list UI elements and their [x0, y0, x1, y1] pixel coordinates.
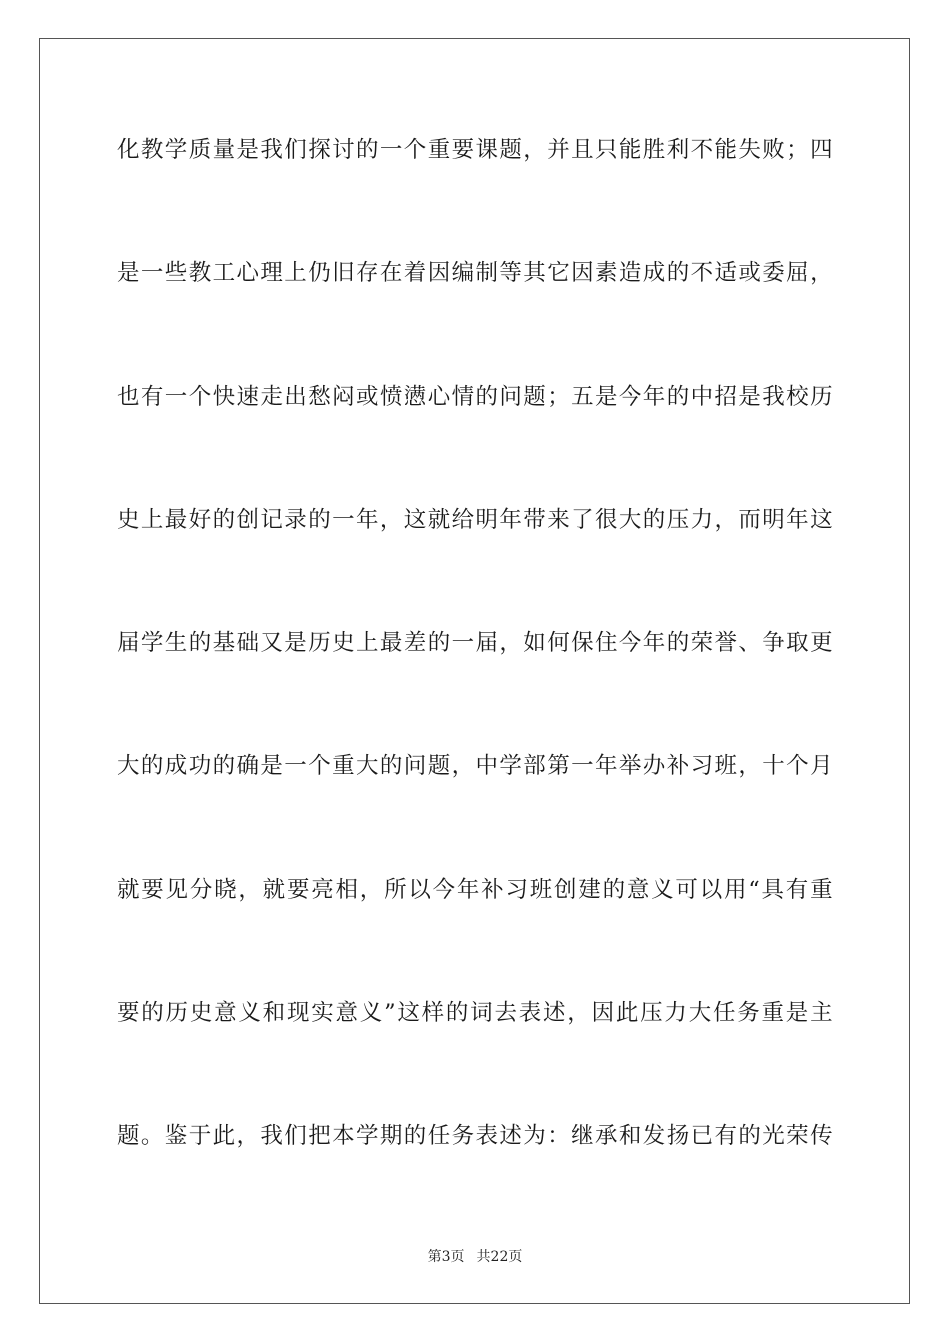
document-body: [117, 127, 833, 1237]
paragraph-line: 题。鉴于此，我们把本学期的任务表述为：继承和发扬已有的光荣传: [117, 1123, 833, 1150]
page-footer: [0, 1247, 950, 1267]
paragraph-line: 也有一个快速走出愁闷或愤懑心情的问题；五是今年的中招是我校历: [117, 383, 833, 410]
total-pages: 共22页: [476, 1249, 523, 1265]
paragraph-line: 化教学质量是我们探讨的一个重要课题，并且只能胜利不能失败；四: [117, 137, 833, 163]
paragraph-line: 届学生的基础又是历史上最差的一届，如何保住今年的荣誉、争取更: [117, 630, 833, 657]
paragraph-line: 要的历史意义和现实意义”这样的词去表述，因此压力大任务重是主: [117, 1000, 833, 1027]
page-number: 第3页: [427, 1249, 465, 1265]
paragraph-line: 史上最好的创记录的一年，这就给明年带来了很大的压力，而明年这: [117, 506, 833, 533]
paragraph-line: 大的成功的确是一个重大的问题，中学部第一年举办补习班，十个月: [117, 753, 833, 780]
paragraph-line: 就要见分晓，就要亮相，所以今年补习班创建的意义可以用“具有重: [117, 876, 833, 903]
paragraph-line: 是一些教工心理上仍旧存在着因编制等其它因素造成的不适或委屈，: [117, 260, 833, 287]
